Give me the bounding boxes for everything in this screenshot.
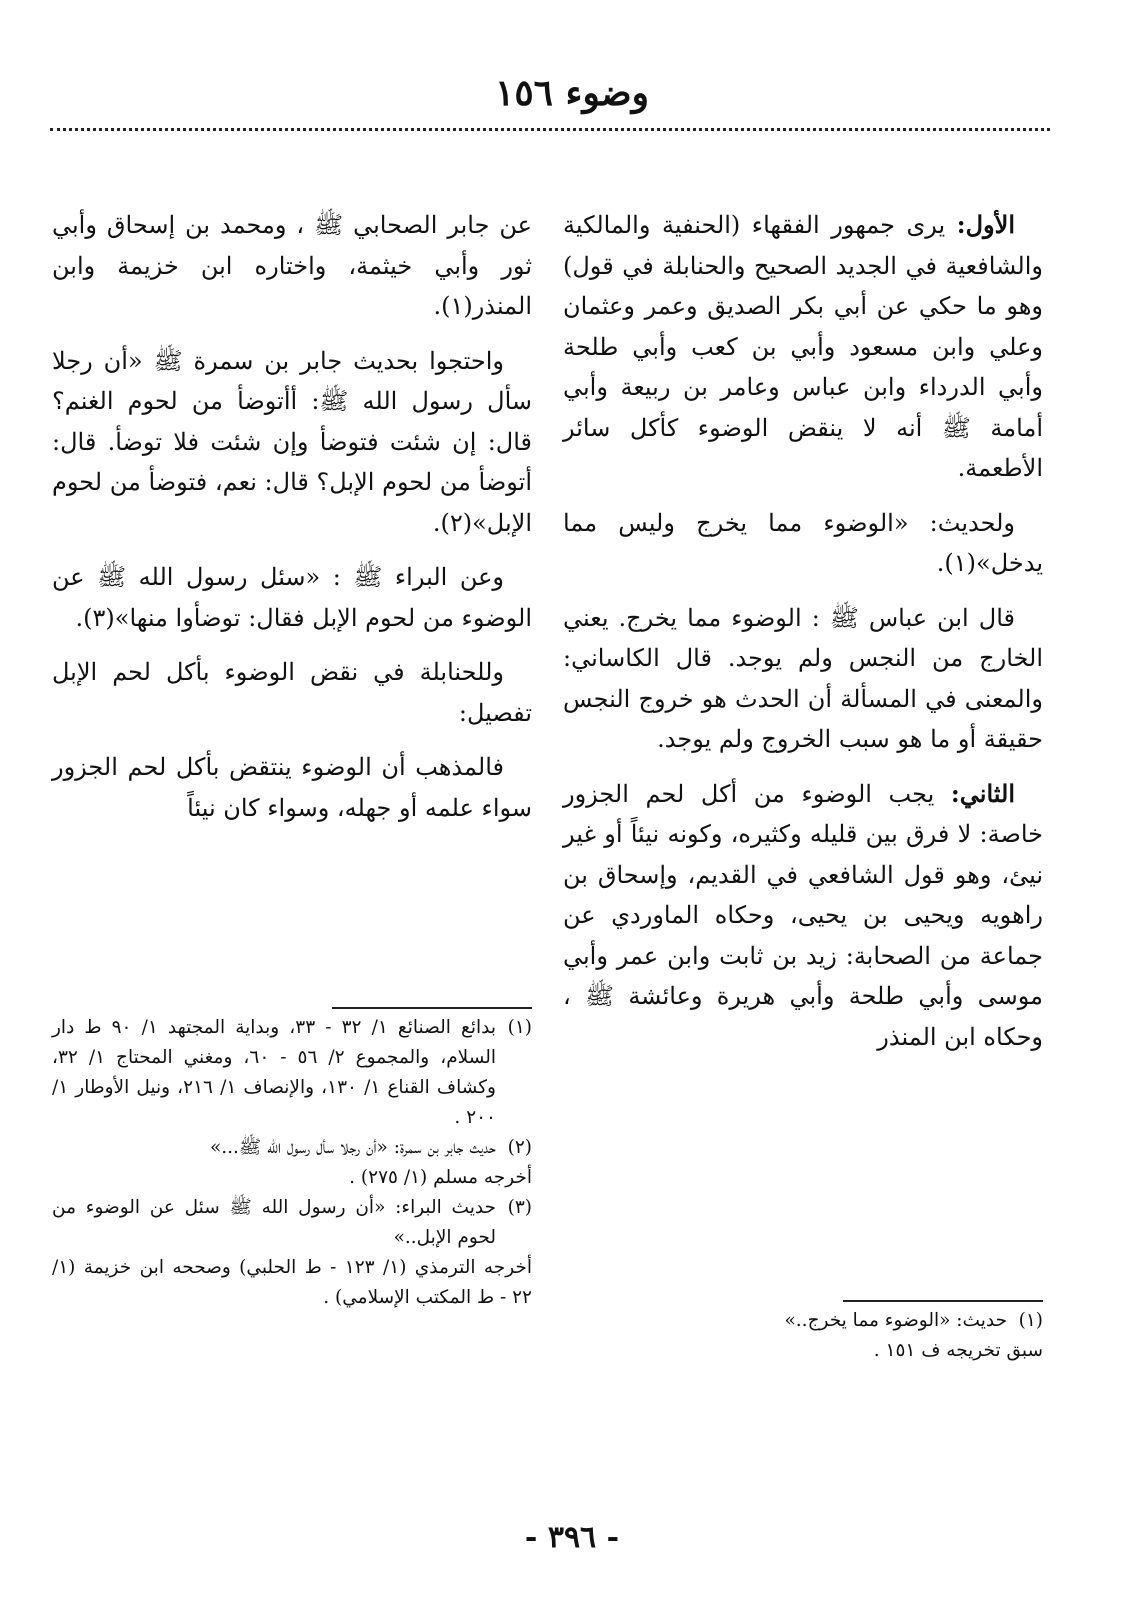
page-header-title: وضوء ١٥٦: [494, 72, 650, 114]
footnote: [52, 1133, 532, 1193]
paragraph-text: فالمذهب أن الوضوء ينتقض بأكل لحم الجزور سواء علمه أو جهله، وسواء كان نيئاً: [52, 753, 532, 822]
footnote: [52, 1013, 532, 1133]
paragraph-ibn-abbas: [563, 598, 1043, 760]
page-number: - ٣٩٦ -: [524, 1520, 620, 1555]
footnote-separator: [843, 1300, 1043, 1302]
paragraph-jabir-hadith: [52, 341, 532, 544]
right-footnotes: [563, 1300, 1043, 1366]
footnote-number: (٣): [507, 1197, 532, 1218]
paragraph-text: يجب الوضوء من أكل لحم الجزور خاصة: لا فرق بين قليله وكثيره، وكونه نيئاً أو غير نيئ، وهو قول الشافعي في القديم، وإسحاق بن راهويه ويحيى بن يحيى، وحكاه الماوردي عن جماعة من الصحابة: زيد بن ثابت وابن عمر وأبي موسى وأبي طلحة وأبي هريرة وعائشة ﷺ ، وحكاه ابن المنذر: [563, 779, 1043, 1051]
paragraph-lead: الأول:: [956, 210, 1015, 239]
paragraph-text: عن جابر الصحابي ﷺ ، ومحمد بن إسحاق وأبي ثور وأبي خيثمة، واختاره ابن خزيمة وابن المنذر(١).: [52, 211, 532, 320]
footnote-source: سبق تخريجه ف ١٥١ .: [873, 1340, 1043, 1361]
footnote-text: بدائع الصنائع ١/ ٣٢ - ٣٣، وبداية المجتهد ١/ ٩٠ ط دار السلام، والمجموع ٢/ ٥٦ - ٦٠، ومغني المحتاج ١/ ٣٢، وكشاف القناع ١/ ١٣٠، والإنصاف ١/ ٢١٦، ونيل الأوطار ١/ ٢٠٠ .: [52, 1017, 496, 1128]
left-footnotes: [52, 1007, 532, 1313]
header-dotted-divider: [50, 128, 1050, 131]
paragraph-first-opinion: [563, 205, 1043, 489]
paragraph-text: ولحديث: «الوضوء مما يخرج وليس مما يدخل»(١).: [563, 508, 1043, 577]
footnote-text: حديث: «الوضوء مما يخرج..»: [784, 1310, 1007, 1331]
footnote-source: أخرجه مسلم (١/ ٢٧٥) .: [349, 1167, 532, 1188]
paragraph-lead: الثاني:: [950, 778, 1015, 808]
paragraph-bara-hadith: [52, 557, 532, 638]
footnote-number: (١): [1018, 1310, 1043, 1331]
paragraph-hanbali-detail: [52, 652, 532, 733]
footnote-source: أخرجه الترمذي (١/ ١٢٣ - ط الحلبي) وصححه ابن خزيمة (١/ ٢٢ - ط المكتب الإسلامي) .: [52, 1257, 532, 1308]
left-column: [52, 205, 532, 1308]
footnote-text: حديث جابر بن سمرة: «أن رجلا سأل رسول الله ﷺ...»: [209, 1137, 496, 1158]
footnote-number: (١): [507, 1017, 532, 1038]
paragraph-text: وعن البراء ﷺ : «سئل رسول الله ﷺ عن الوضوء من لحوم الإبل فقال: توضأوا منها»(٣).: [52, 563, 532, 632]
paragraph-madhhab: [52, 747, 532, 828]
paragraph-text: وللحنابلة في نقض الوضوء بأكل لحم الإبل تفصيل:: [52, 658, 532, 727]
footnote-number: (٢): [507, 1137, 532, 1158]
footnote-separator: [332, 1007, 532, 1009]
paragraph-text: يرى جمهور الفقهاء (الحنفية والمالكية والشافعية في الجديد الصحيح والحنابلة في قول) وهو ما حكي عن أبي بكر الصديق وعمر وعثمان وعلي وابن مسعود وأبي بن كعب وأبي طلحة وأبي الدرداء وابن عباس وعامر بن ربيعة وأبي أمامة ﷺ أنه لا ينقض الوضوء كأكل سائر الأطعمة.: [563, 211, 1043, 482]
right-column: [563, 205, 1043, 1361]
paragraph-second-opinion: [563, 774, 1043, 1058]
paragraph-text: واحتجوا بحديث جابر بن سمرة ﷺ «أن رجلا سأل رسول الله ﷺ: أأتوضأ من لحوم الغنم؟ قال: إن شئت فتوضأ وإن شئت فلا توضأ. قال: أتوضأ من لحوم الإبل؟ قال: نعم، فتوضأ من لحوم الإبل»(٢).: [52, 346, 532, 537]
footnote: [563, 1306, 1043, 1366]
paragraph-text: قال ابن عباس ﷺ : الوضوء مما يخرج. يعني الخارج من النجس ولم يوجد. قال الكاساني: والمعنى في المسألة أن الحدث هو خروج النجس حقيقة أو ما هو سبب الخروج ولم يوجد.: [563, 603, 1043, 753]
paragraph-continuation: [52, 205, 532, 327]
footnote: [52, 1193, 532, 1313]
footnote-text: حديث البراء: «أن رسول الله ﷺ سئل عن الوضوء من لحوم الإبل..»: [52, 1197, 496, 1248]
paragraph-hadith: [563, 503, 1043, 584]
